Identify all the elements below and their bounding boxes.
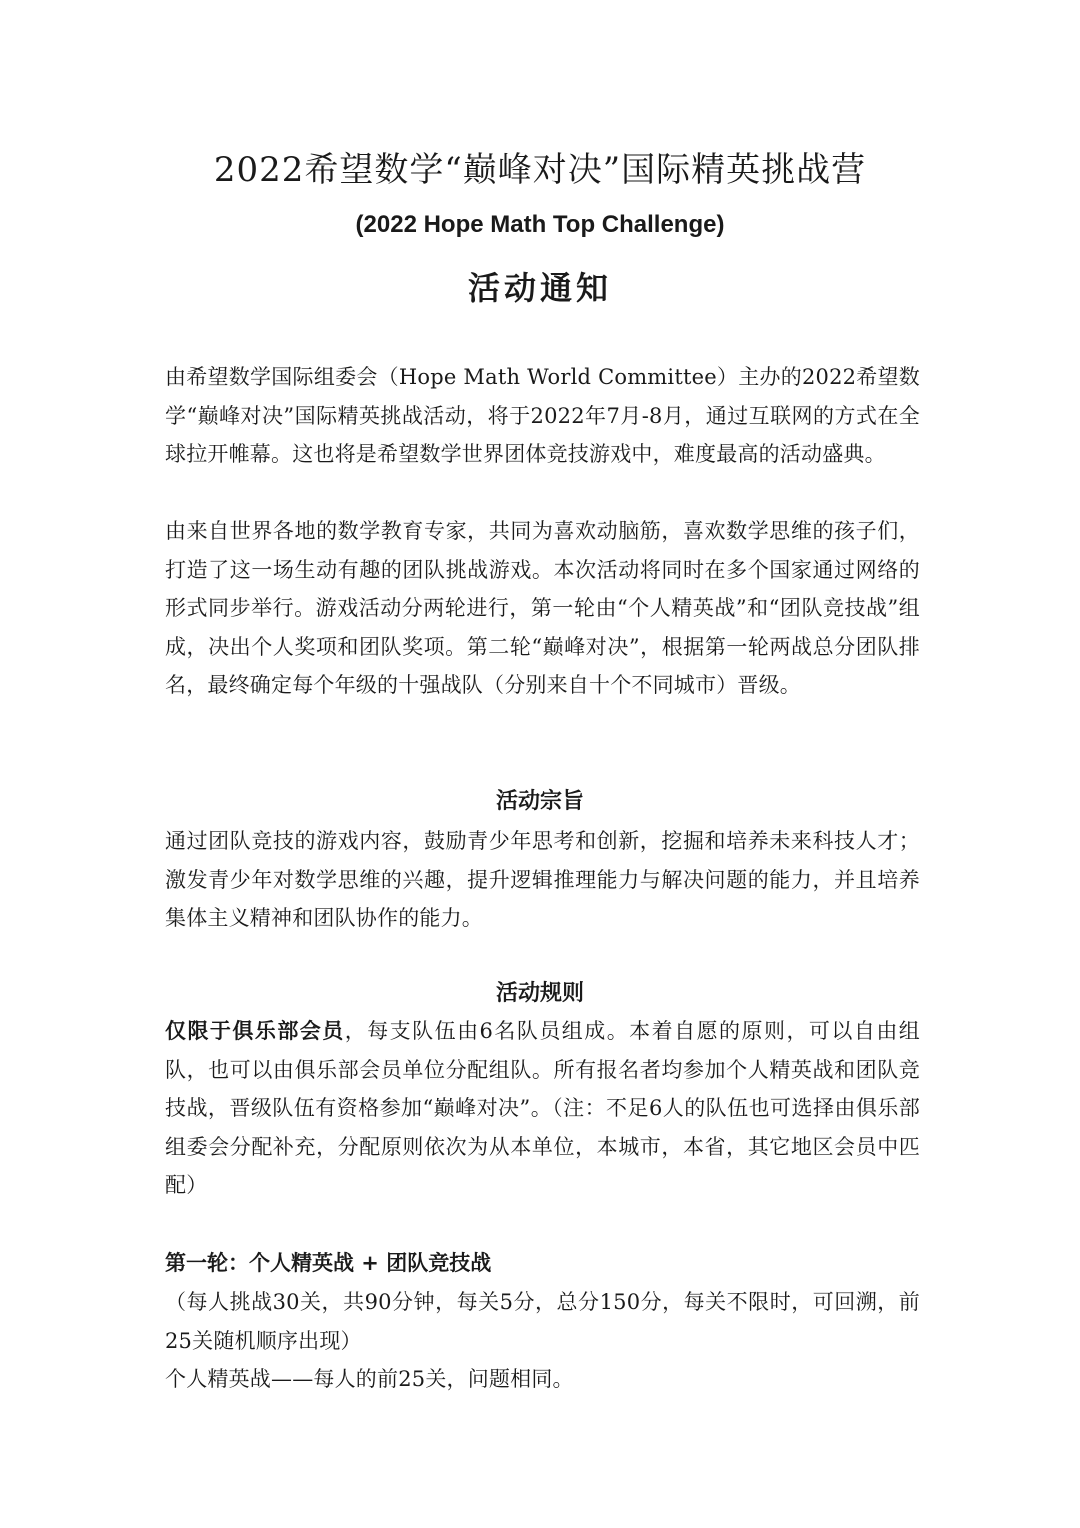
rules-paragraph [165, 1012, 920, 1205]
purpose-heading: 活动宗旨 [495, 789, 584, 814]
intro-paragraph-2: 由来自世界各地的数学教育专家，共同为喜欢动脑筋，喜欢数学思维的孩子们，打造了这一场生动有趣的团队挑战游戏。本次活动将同时在多个国家通过网络的形式同步举行。游戏活动分两轮进行，第一轮由“个人精英战”和“团队竞技战”组成，决出个人奖项和团队奖项。第二轮“巅峰对决”，根据第一轮两战总分团队排名，最终确定每个年级的十强战队（分别来自十个不同城市）晋级。 [165, 519, 920, 697]
notice-heading: 活动通知 [467, 269, 612, 307]
round1-details: （每人挑战30关，共90分钟，每关5分，总分150分，每关不限时，可回溯，前25关随机顺序出现） [165, 1290, 920, 1353]
rules-heading: 活动规则 [495, 981, 584, 1006]
document-title: 2022希望数学“巅峰对决”国际精英挑战营 [213, 150, 867, 190]
rules-text: ，每支队伍由6名队员组成。本着自愿的原则，可以自由组队，也可以由俱乐部会员单位分配组队。所有报名者均参加个人精英战和团队竞技战，晋级队伍有资格参加“巅峰对决”。（注：不足6人的队伍也可选择由俱乐部组委会分配补充，分配原则依次为从本单位，本城市，本省，其它地区会员中匹配） [165, 1019, 920, 1197]
round1-title: 第一轮：个人精英战 + 团队竞技战 [165, 1251, 492, 1275]
round1-individual: 个人精英战——每人的前25关，问题相同。 [165, 1367, 574, 1391]
purpose-paragraph: 通过团队竞技的游戏内容，鼓励青少年思考和创新，挖掘和培养未来科技人才；激发青少年对数学思维的兴趣，提升逻辑推理能力与解决问题的能力，并且培养集体主义精神和团队协作的能力。 [165, 829, 920, 930]
intro-paragraph-1: 由希望数学国际组委会（Hope Math World Committee）主办的2022希望数学“巅峰对决”国际精英挑战活动，将于2022年7月-8月，通过互联网的方式在全球拉开帷幕。这也将是希望数学世界团体竞技游戏中，难度最高的活动盛典。 [165, 365, 920, 466]
document-subtitle: (2022 Hope Math Top Challenge) [355, 211, 725, 238]
rules-lead: 仅限于俱乐部会员 [165, 1019, 345, 1043]
